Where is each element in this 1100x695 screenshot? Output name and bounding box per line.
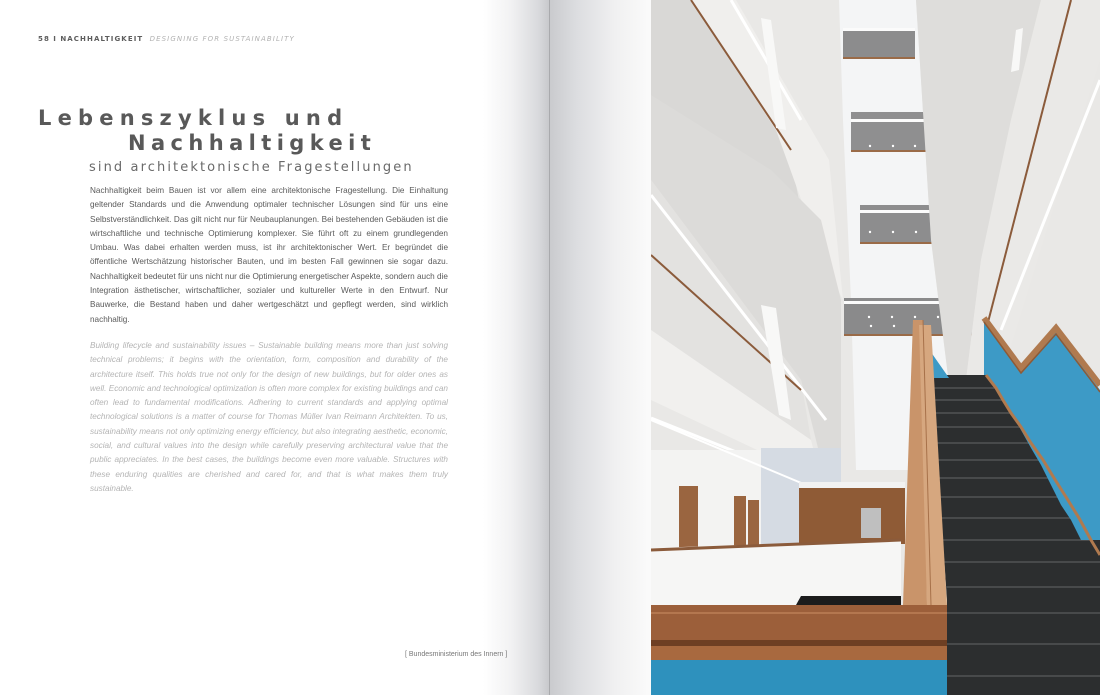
header-separator: I: [53, 35, 57, 43]
article-subtitle: sind architektonische Fragestellungen: [89, 160, 414, 175]
article-title-line2: Nachhaltigkeit: [128, 131, 377, 155]
running-header: [38, 35, 295, 43]
atrium-stairwell-photo: [651, 0, 1100, 695]
section-title: NACHHALTIGKEIT: [60, 35, 144, 43]
article-title-line1: Lebenszyklus und: [38, 106, 349, 130]
page-number: 58: [38, 35, 50, 43]
left-page: [0, 0, 549, 695]
photo-credit: [ Bundesministerium des Innern ]: [405, 651, 508, 658]
body-text-english: Building lifecycle and sustainability issues – Sustainable building means more than just solving technical problems; it begins with the orientation, form, composition and durability of the architecture itself. This holds true not only for the design of new buildings, but for older ones as well. Economic and technological optimization is often more complex for existing buildings and can often lead to fundamental modifications. Adhering to current standards and applying optimal technological solutions is a matter of course for Thomas Müller Ivan Reimann Architekten. To us, sustainability means not only optimizing energy efficiency, but also integrating aesthetic, economic, social, and cultural values into the design while carefully preserving architectural value that the public appreciates. In the best cases, the buildings become even more valuable. Structures with these enduring qualities are cherished and cared for, and that is what makes them truly sustainable.: [90, 341, 448, 493]
body-text-german: Nachhaltigkeit beim Bauen ist vor allem eine architektonische Fragestellung. Die Einhaltung geltender Standards und die Anwendung optimaler technischer Lösungen sind für uns eine Selbstverständlichkeit. Das gilt nicht nur für Neubauplanungen. Bei bestehenden Gebäuden ist die wirtschaftliche und technische Optimierung komplexer. Sie führt oft zu einem grundlegenden Umbau. Was dabei erhalten werden muss, ist ihr architektonischer Wert. Er begründet die öffentliche Wertschätzung historischer Bauten, und im besten Fall gewinnen sie sogar dazu. Nachhaltigkeit bedeutet für uns nicht nur die Optimierung energetischer Aspekte, sondern auch die Integration ästhetischer, wirtschaftlicher, sozialer und kultureller Werte in den Entwurf. Nur Bauwerke, die Bestand haben und daher wertgeschätzt und gepflegt werden, sind wirklich nachhaltig.: [90, 186, 448, 324]
book-spine: [549, 0, 550, 695]
section-subtitle: DESIGNING FOR SUSTAINABILITY: [149, 35, 295, 43]
